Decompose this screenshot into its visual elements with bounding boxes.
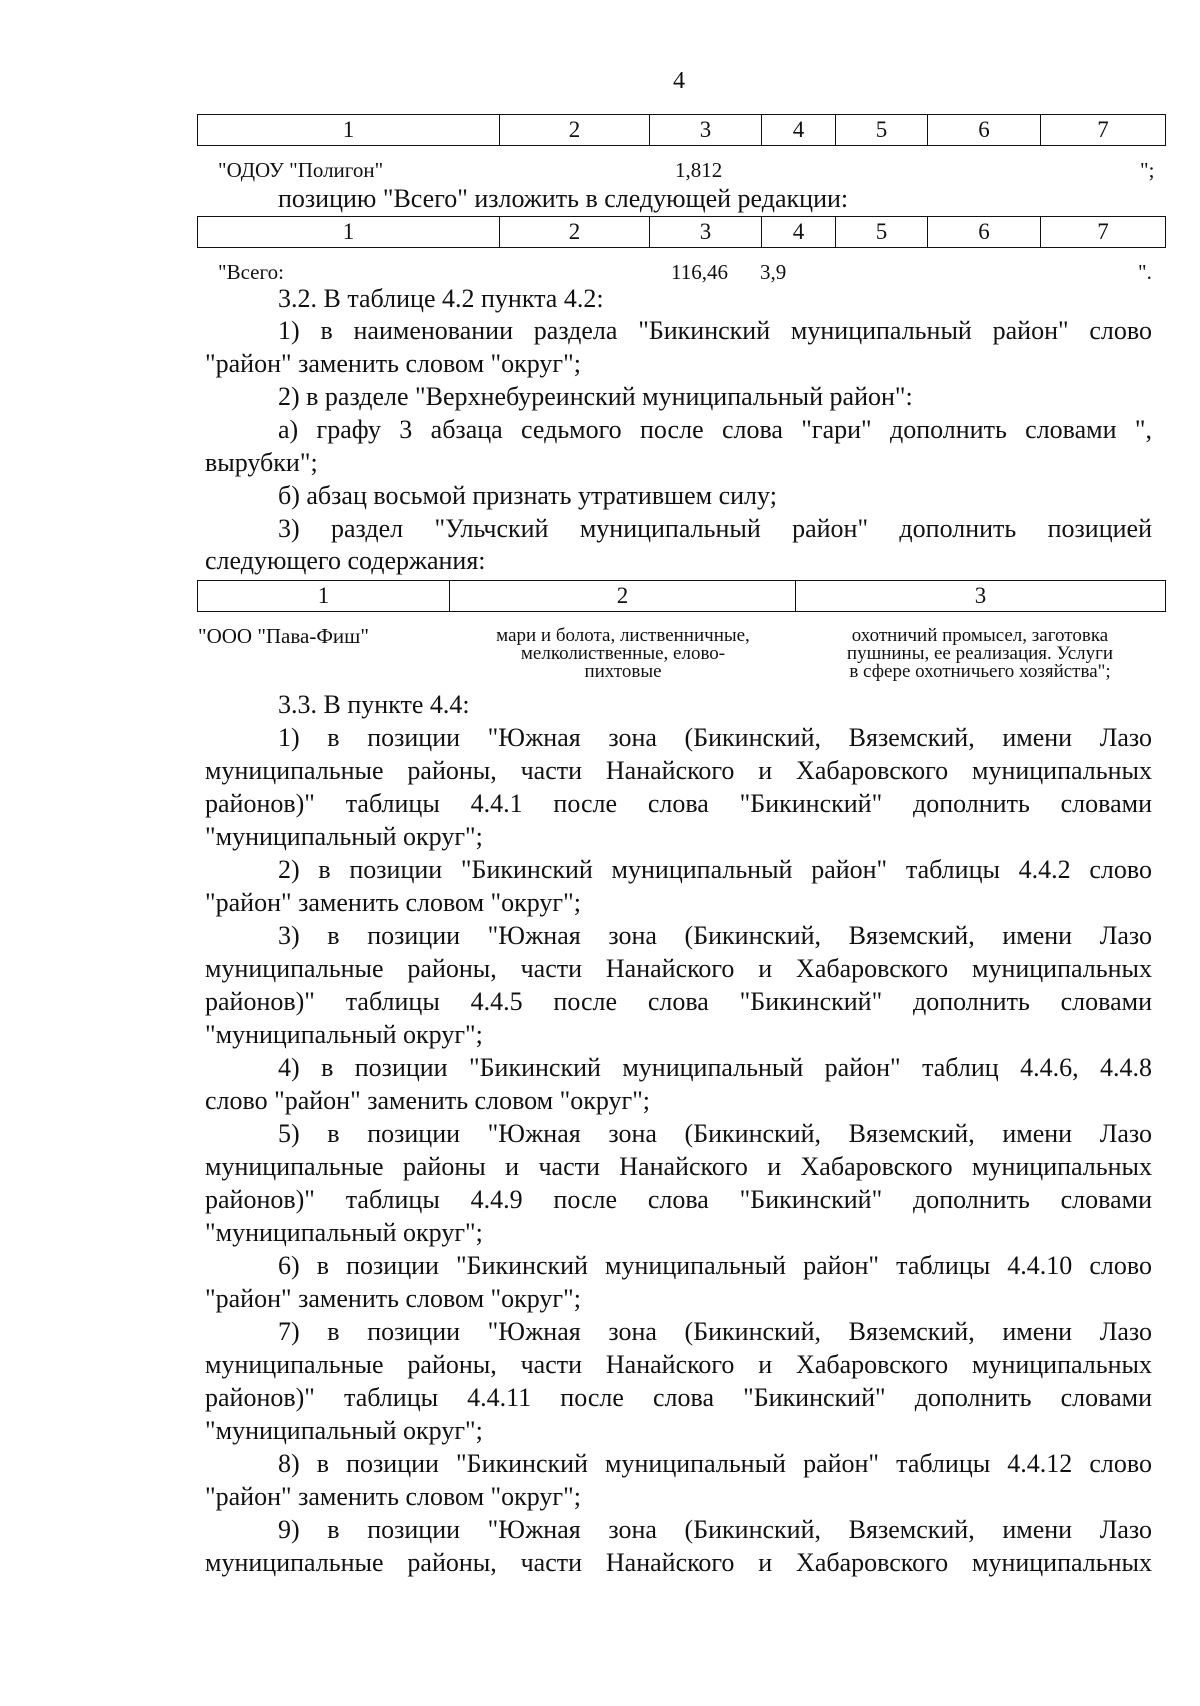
table-row-end: "; bbox=[1140, 158, 1155, 182]
table-header-cell: 5 bbox=[836, 115, 928, 145]
text-line: б) абзац восьмой признать утратившем силу; bbox=[278, 481, 777, 510]
text-line: районов)" таблицы 4.4.1 после слова "Бикинский" дополнить словами bbox=[205, 789, 1152, 818]
text-line: 7) в позиции "Южная зона (Бикинский, Вяземский, имени Лазо bbox=[278, 1317, 1152, 1346]
cell-line: пихтовые bbox=[584, 661, 662, 682]
text-line: 2) в позиции "Бикинский муниципальный район" таблицы 4.4.2 слово bbox=[278, 855, 1152, 884]
page-number: 4 bbox=[673, 68, 685, 94]
table-header-cell: 5 bbox=[836, 217, 928, 247]
table-header-cell: 2 bbox=[500, 217, 650, 247]
table-header-cell: 3 bbox=[650, 217, 762, 247]
table-header-cell: 3 bbox=[650, 115, 762, 145]
table-header-cell: 4 bbox=[762, 217, 836, 247]
text-line: слово "район" заменить словом "округ"; bbox=[205, 1086, 651, 1115]
text-line: 1) в позиции "Южная зона (Бикинский, Вяземский, имени Лазо bbox=[278, 723, 1152, 752]
table-row-name: "ООО "Пава-Фиш" bbox=[198, 624, 369, 648]
text-line: позицию "Всего" изложить в следующей редакции: bbox=[278, 184, 849, 213]
text-line: "район" заменить словом "округ"; bbox=[205, 349, 581, 378]
text-line: 1) в наименовании раздела "Бикинский муниципальный район" слово bbox=[278, 316, 1152, 345]
text-line: а) графу 3 абзаца седьмого после слова "гари" дополнить словами ", bbox=[278, 415, 1152, 444]
text-line: 6) в позиции "Бикинский муниципальный район" таблицы 4.4.10 слово bbox=[278, 1251, 1152, 1280]
text-line: 2) в разделе "Верхнебуреинский муниципальный район": bbox=[278, 382, 913, 411]
text-line: 3.2. В таблице 4.2 пункта 4.2: bbox=[278, 284, 604, 313]
text-line: 3) раздел "Ульчский муниципальный район" дополнить позицией bbox=[278, 514, 1152, 543]
table-header-row bbox=[197, 580, 1166, 612]
text-line: муниципальные районы, части Нанайского и Хабаровского муниципальных bbox=[205, 1548, 1152, 1577]
text-line: "район" заменить словом "округ"; bbox=[205, 888, 581, 917]
table-header-cell: 1 bbox=[198, 217, 500, 247]
text-line: муниципальные районы, части Нанайского и Хабаровского муниципальных bbox=[205, 954, 1152, 983]
cell-line: мелколиственные, елово- bbox=[520, 643, 726, 664]
table-cell-col3 bbox=[800, 627, 1160, 681]
table-row-value: 3,9 bbox=[760, 260, 787, 284]
table-header-cell: 7 bbox=[1097, 117, 1109, 142]
cell-line: в сфере охотничьего хозяйства"; bbox=[849, 661, 1111, 682]
text-line: районов)" таблицы 4.4.11 после слова "Бикинский" дополнить словами bbox=[205, 1383, 1152, 1412]
text-line: 5) в позиции "Южная зона (Бикинский, Вяземский, имени Лазо bbox=[278, 1119, 1152, 1148]
table-header-cell: 3 bbox=[974, 583, 987, 608]
table-row-name: "Всего: bbox=[218, 260, 284, 284]
text-line: муниципальные районы, части Нанайского и Хабаровского муниципальных bbox=[205, 1350, 1152, 1379]
text-line: 8) в позиции "Бикинский муниципальный район" таблицы 4.4.12 слово bbox=[278, 1449, 1152, 1478]
text-line: "муниципальный округ"; bbox=[205, 1416, 483, 1445]
table-row-name: "ОДОУ "Полигон" bbox=[218, 158, 384, 182]
text-line: "район" заменить словом "округ"; bbox=[205, 1482, 581, 1511]
text-line: 3.3. В пункте 4.4: bbox=[278, 690, 470, 719]
table-cell-col2 bbox=[450, 627, 796, 681]
text-line: следующего содержания: bbox=[205, 546, 486, 575]
table-row-value: 116,46 bbox=[671, 260, 728, 284]
table-header-cell: 6 bbox=[928, 217, 1041, 247]
cell-line: охотничий промысел, заготовка bbox=[851, 625, 1109, 646]
text-line: "муниципальный округ"; bbox=[205, 1020, 483, 1049]
text-line: муниципальные районы и части Нанайского и Хабаровского муниципальных bbox=[205, 1152, 1152, 1181]
table-row-end: ". bbox=[1138, 260, 1152, 284]
table-header-cell: 6 bbox=[928, 115, 1041, 145]
cell-line: пушнины, ее реализация. Услуги bbox=[846, 643, 1114, 664]
table-header-cell: 1 bbox=[198, 115, 500, 145]
cell-line: мари и болота, лиственничные, bbox=[496, 625, 750, 646]
table-header-cell: 2 bbox=[450, 581, 796, 611]
text-line: "район" заменить словом "округ"; bbox=[205, 1284, 581, 1313]
text-line: 4) в позиции "Бикинский муниципальный район" таблиц 4.4.6, 4.4.8 bbox=[278, 1053, 1152, 1082]
table-header-cell: 1 bbox=[198, 581, 450, 611]
text-line: "муниципальный округ"; bbox=[205, 1218, 483, 1247]
table-header-cell: 2 bbox=[500, 115, 650, 145]
text-line: муниципальные районы, части Нанайского и Хабаровского муниципальных bbox=[205, 756, 1152, 785]
text-line: районов)" таблицы 4.4.5 после слова "Бикинский" дополнить словами bbox=[205, 987, 1152, 1016]
text-line: 9) в позиции "Южная зона (Бикинский, Вяземский, имени Лазо bbox=[278, 1515, 1152, 1544]
table-header-cell: 4 bbox=[762, 115, 836, 145]
table-row-value: 1,812 bbox=[675, 158, 723, 182]
text-line: "муниципальный округ"; bbox=[205, 822, 483, 851]
text-line: вырубки"; bbox=[205, 448, 318, 477]
text-line: 3) в позиции "Южная зона (Бикинский, Вяземский, имени Лазо bbox=[278, 921, 1152, 950]
text-line: районов)" таблицы 4.4.9 после слова "Бикинский" дополнить словами bbox=[205, 1185, 1152, 1214]
table-header-row bbox=[197, 114, 1166, 146]
table-header-row bbox=[197, 216, 1166, 248]
table-header-cell: 7 bbox=[1097, 219, 1109, 244]
